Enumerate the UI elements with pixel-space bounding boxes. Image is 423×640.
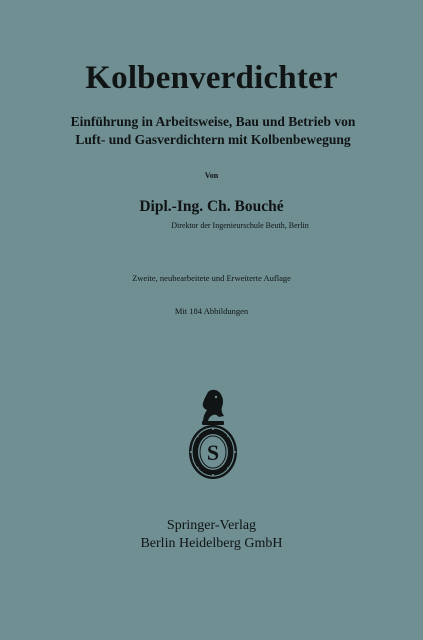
author-affiliation: Direktor der Ingenieurschule Beuth, Berlin [171,221,309,230]
publisher-location: Berlin Heidelberg GmbH [140,536,283,551]
subtitle-line-2: Luft- und Gasverdichtern mit Kolbenbewegung [75,132,351,147]
by-label: Von [204,171,219,180]
emblem-letter: S [206,440,220,465]
book-title: Kolbenverdichter [85,60,338,96]
edition-note: Zweite, neubearbeitete und Erweiterte Auflage [132,273,291,283]
illustrations-count: Mit 184 Abbildungen [174,306,249,316]
subtitle-line-1: Einführung in Arbeitsweise, Bau und Betrieb von [70,114,356,129]
springer-knight-emblem-icon [186,389,240,481]
publisher-name: Springer-Verlag [166,518,257,533]
author-name: Dipl.-Ing. Ch. Bouché [139,198,284,215]
